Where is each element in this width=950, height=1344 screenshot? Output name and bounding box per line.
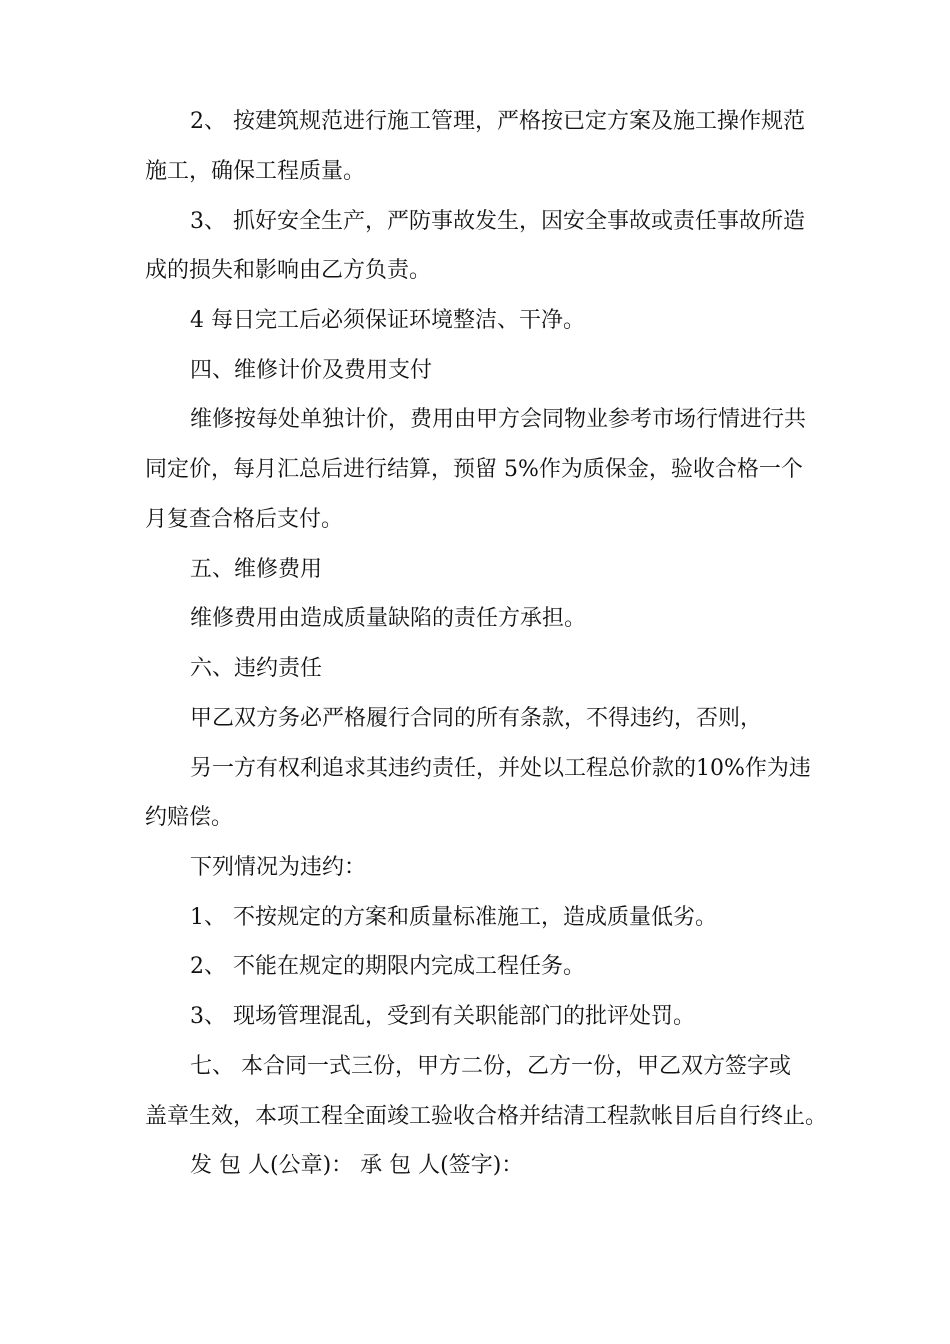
section-6-line-2: 另一方有权利追求其违约责任，并处以工程总价款的10%作为违 <box>190 756 811 781</box>
breach-list-heading: 下列情况为违约： <box>190 855 367 880</box>
section-4-line-3: 月复查合格后支付。 <box>145 507 344 532</box>
section-6-heading: 六、违约责任 <box>190 656 323 681</box>
section-7-line-1: 七、 本合同一式三份，甲方二份，乙方一份，甲乙双方签字或 <box>190 1054 791 1079</box>
clause-3-2-line-1: 2、 按建筑规范进行施工管理，严格按已定方案及施工操作规范 <box>190 109 805 134</box>
signature-line: 发 包 人(公章)： 承 包 人(签字)： <box>190 1153 524 1178</box>
clause-3-2-line-2: 施工，确保工程质量。 <box>145 159 366 184</box>
section-7-line-2: 盖章生效，本项工程全面竣工验收合格并结清工程款帐目后自行终止。 <box>145 1104 828 1129</box>
clause-3-3-line-2: 成的损失和影响由乙方负责。 <box>145 258 432 283</box>
breach-item-3: 3、 现场管理混乱，受到有关职能部门的批评处罚。 <box>190 1004 695 1029</box>
section-4-line-2: 同定价，每月汇总后进行结算，预留 5%作为质保金，验收合格一个 <box>145 457 803 482</box>
section-6-line-3: 约赔偿。 <box>145 805 234 830</box>
section-4-line-1: 维修按每处单独计价，费用由甲方会同物业参考市场行情进行共 <box>190 407 807 432</box>
breach-item-2: 2、 不能在规定的期限内完成工程任务。 <box>190 954 585 979</box>
clause-3-3-line-1: 3、 抓好安全生产，严防事故发生，因安全事故或责任事故所造 <box>190 209 805 234</box>
section-5-body: 维修费用由造成质量缺陷的责任方承担。 <box>190 606 587 631</box>
clause-3-4: 4 每日完工后必须保证环境整洁、干净。 <box>190 308 585 333</box>
section-4-heading: 四、维修计价及费用支付 <box>190 358 433 383</box>
section-5-heading: 五、维修费用 <box>190 557 323 582</box>
breach-item-1: 1、 不按规定的方案和质量标准施工，造成质量低劣。 <box>190 905 717 930</box>
section-6-line-1: 甲乙双方务必严格履行合同的所有条款，不得违约，否则， <box>190 706 763 731</box>
